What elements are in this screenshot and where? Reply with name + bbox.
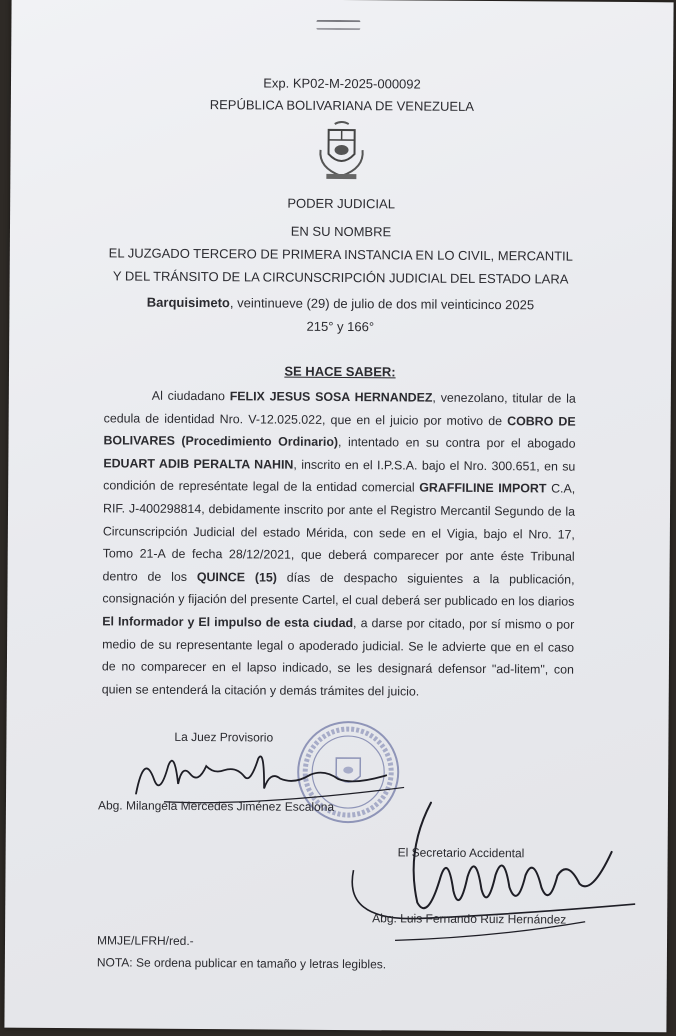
notice-text: Al ciudadano xyxy=(151,388,230,404)
days-count: QUINCE (15) xyxy=(196,569,277,585)
notice-text: , intentado en su contra por el abogado xyxy=(338,435,576,451)
en-su-nombre: EN SU NOMBRE xyxy=(290,223,392,240)
coat-of-arms-icon xyxy=(310,120,372,182)
court-notice-page xyxy=(4,0,673,1032)
newspapers: El Informador y El impulso de esta ciudad xyxy=(102,614,354,631)
court-name-line-1: EL JUZGADO TERCERO DE PRIMERA INSTANCIA EN LO CIVIL, MERCANTIL xyxy=(108,245,573,264)
poder-judicial: PODER JUDICIAL xyxy=(287,195,396,212)
defendant-name: FELIX JESUS SOSA HERNANDEZ xyxy=(229,389,433,405)
notice-text: , inscrito en el I.P.S.A. bajo el Nro. 300.651, en su condición de represéntate legal de la entidad comercial xyxy=(103,457,576,495)
notice-text: , venezolano, titular de la cedula de identidad Nro. V-12.025.022, que en el juicio por motivo de xyxy=(103,390,576,428)
years-line: 215° y 166° xyxy=(306,318,375,335)
date-line xyxy=(9,294,671,314)
notice-text: , a darse por citado, por sí mismo o por medio de su representante legal o apoderado judicial. Se le advierte que en el caso de no comparecer en el lapso indicado, se les designará defensor "ad-litem", con quien se entenderá la citación y demás trámites del juicio. xyxy=(101,616,575,699)
publication-note: NOTA: Se ordena publicar en tamaño y letras legibles. xyxy=(96,955,387,972)
secretary-title: El Secretario Accidental xyxy=(397,845,525,861)
judge-title: La Juez Provisorio xyxy=(174,729,274,745)
city: Barquisimeto xyxy=(146,294,230,311)
secretary-name: Abg. Luis Fernando Ruiz Hernández xyxy=(372,911,567,927)
case-type: COBRO DE BOLIVARES (Procedimiento Ordinario) xyxy=(103,413,576,450)
court-name-line-2: Y DEL TRÁNSITO DE LA CIRCUNSCRIPCIÓN JUDICIAL DEL ESTADO LARA xyxy=(112,268,569,287)
notice-text: días de despacho siguientes a la publicación, consignación y fijación del presente Cartel, el cual deberá ser publicado en los diarios xyxy=(102,570,575,609)
notice-text: C.A, RIF. J-400298814, debidamente inscrito por ante el Registro Mercantil Segundo de la Circunscripción Judicial del estado Mérida, con sede en el Vigia, bajo el Nro. 17, Tomo 21-A de fecha 28/12/2021, que deberá comparecer por ante éste Tribunal dentro de los xyxy=(102,481,576,584)
reference-initials: MMJE/LFRH/red.- xyxy=(96,933,194,948)
republic-title: REPÚBLICA BOLIVARIANA DE VENEZUELA xyxy=(209,97,475,114)
judge-name: Abg. Milangela Mercedes Jiménez Escalona xyxy=(97,798,335,814)
expediente-number: Exp. KP02-M-2025-000092 xyxy=(263,75,421,92)
company-name: GRAFFILINE IMPORT xyxy=(419,480,547,496)
notice-body xyxy=(102,384,576,704)
lawyer-name: EDUART ADIB PERALTA NAHIN xyxy=(103,456,294,472)
staple xyxy=(316,20,360,30)
date: , veintinueve (29) de julio de dos mil veinticinco 2025 xyxy=(229,295,535,313)
notice-title: SE HACE SABER: xyxy=(284,363,396,380)
